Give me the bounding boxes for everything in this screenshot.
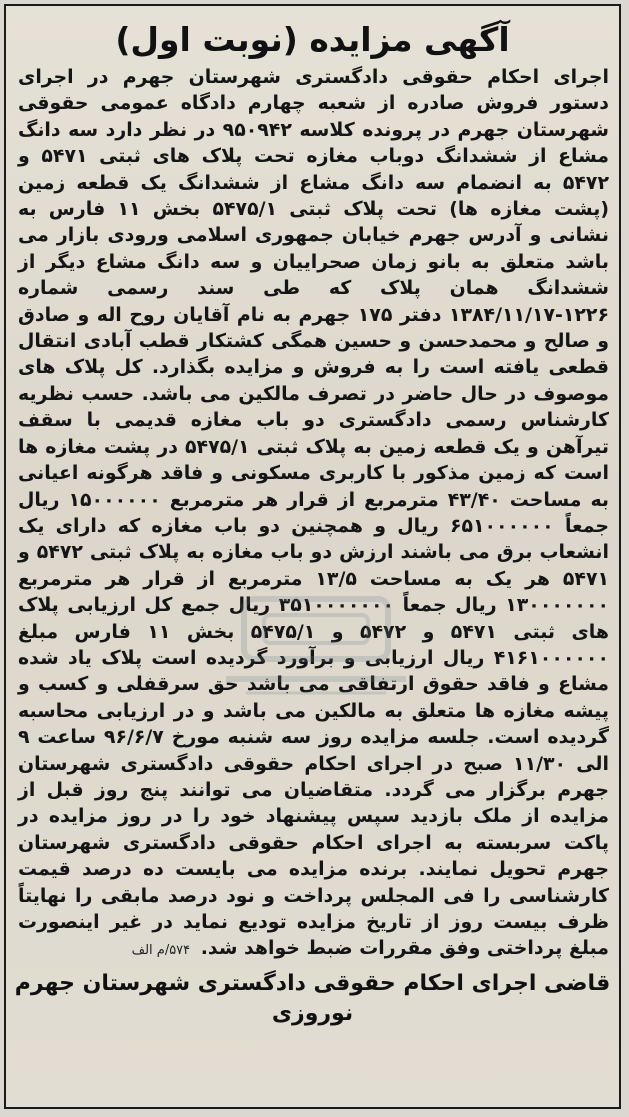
notice-body	[6, 64, 619, 965]
signature-name: نوروزی	[271, 1000, 354, 1026]
notice-frame	[4, 4, 621, 1109]
notice-title: آگهی مزایده (نوبت اول)	[115, 20, 510, 59]
signature-block	[6, 969, 619, 1029]
reference-number: ۵۷۴/م الف	[131, 943, 191, 959]
signature-title: قاضی اجرای احکام حقوقی دادگستری شهرستان جهرم	[14, 970, 611, 996]
notice-body-text: اجرای احکام حقوقی دادگستری شهرستان جهرم در اجرای دستور فروش صادره از شعبه چهارم دادگاه عمومی حقوقی شهرستان جهرم در پرونده کلاسه ۹۵۰۹۴۲ در نظر دارد سه دانگ مشاع از ششدانگ دوباب مغازه تحت پلاک های ثبتی ۵۴۷۱ و ۵۴۷۲ به انضمام سه دانگ مشاع از ششدانگ یک قطعه زمین (پشت مغازه ها) تحت پلاک ثبتی ۵۴۷۵/۱ بخش ۱۱ فارس به نشانی و آدرس جهرم خیابان جمهوری اسلامی ورودی بازار می باشد متعلق به بانو زمان صحراییان و سه دانگ مشاع دیگر از ششدانگ همان پلاک که طی سند رسمی شماره ۱۲۲۶-۱۳۸۴/۱۱/۱۷ دفتر ۱۷۵ جهرم به نام آقایان روح اله و صادق و صالح و محمدحسن و حسین همگی کشتکار قطب آبادی انتقال قطعی یافته است را به فروش و مزایده بگذارد. کل پلاک های موصوف در حال حاضر در تصرف مالکین می باشد. حسب نظریه کارشناس رسمی دادگستری دو باب مغازه قدیمی با سقف تیرآهن و یک قطعه زمین به پلاک ثبتی ۵۴۷۵/۱ در پشت مغازه ها است که زمین مذکور با کاربری مسکونی و فاقد هرگونه اعیانی به مساحت ۴۳/۴۰ مترمربع از قرار هر مترمربع ۱۵۰۰۰۰۰۰ ریال جمعاً ۶۵۱۰۰۰۰۰۰ ریال و همچنین دو باب مغازه که دارای یک انشعاب برق می باشند ارزش دو باب مغازه به پلاک ثبتی ۵۴۷۲ و ۵۴۷۱ هر یک به مساحت ۱۳/۵ مترمربع از قرار هر مترمربع ۱۳۰۰۰۰۰۰۰ ریال جمعاً ۳۵۱۰۰۰۰۰۰۰ ریال جمع کل ارزیابی پلاک های ثبتی ۵۴۷۱ و ۵۴۷۲ و ۵۴۷۵/۱ بخش ۱۱ فارس مبلغ ۴۱۶۱۰۰۰۰۰۰ ریال ارزیابی و برآورد گردیده است پلاک یاد شده مشاع و فاقد حقوق ارتفاقی می باشد حق سرقفلی و کسب و پیشه مغازه ها متعلق به مالکین می باشد و در ارزیابی محاسبه گردیده است. جلسه مزایده روز سه شنبه مورخ ۹۶/۶/۷ ساعت ۹ الی ۱۱/۳۰ صبح در اجرای احکام حقوقی دادگستری شهرستان جهرم برگزار می گردد. متقاضیان می توانند پنج روز قبل از مزایده از ملک بازدید سپس پیشنهاد خود را در روز مزایده در پاکت سربسته به اجرای احکام حقوقی دادگستری شهرستان جهرم تحویل نمایند. برنده مزایده می بایست ده درصد قیمت کارشناسی را فی المجلس پرداخت و نود درصد مابقی را نهایتاً ظرف بیست روز از تاریخ مزایده تودیع نماید در غیر اینصورت مبلغ پرداختی وفق مقررات ضبط خواهد شد.	[18, 66, 610, 960]
